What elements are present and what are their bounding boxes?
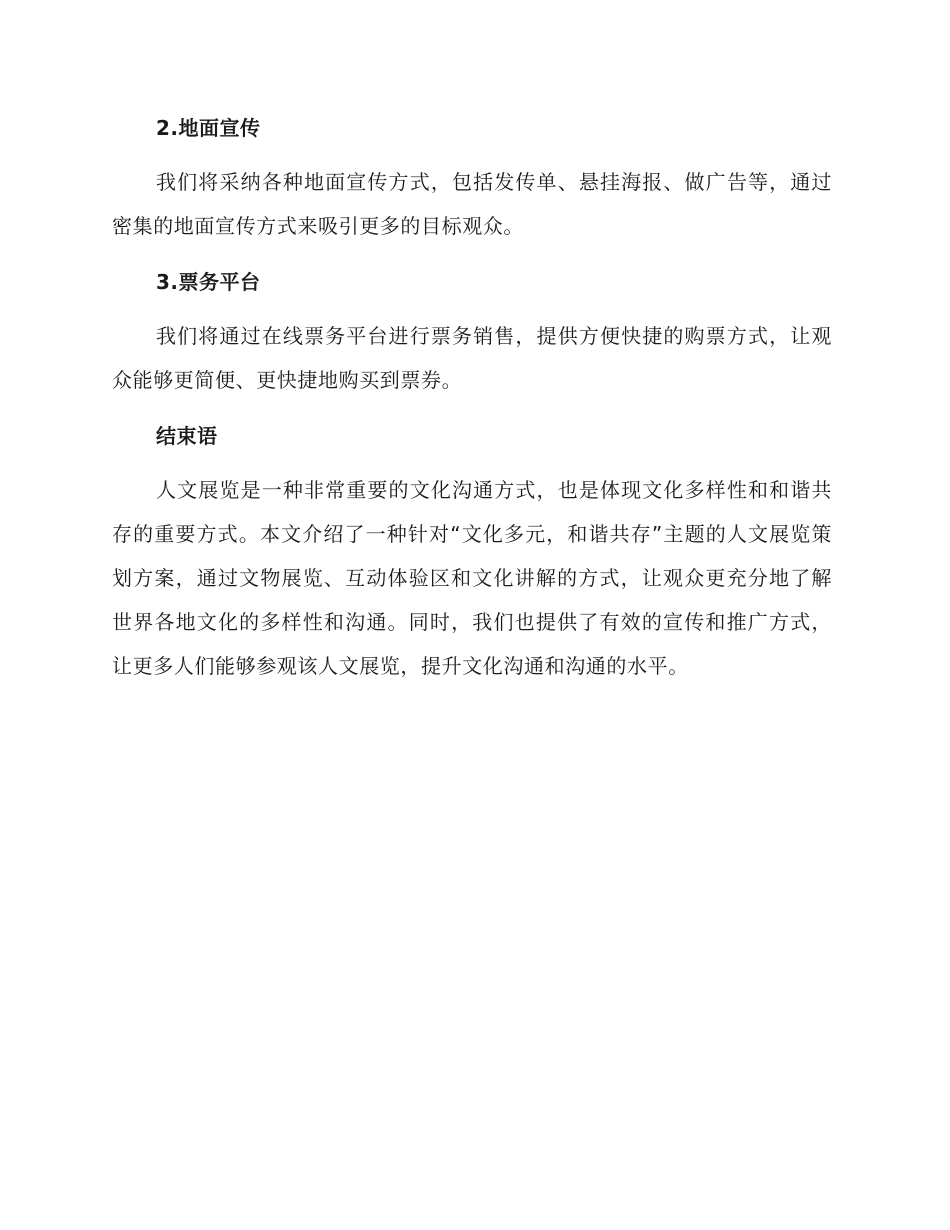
section-heading-conclusion: 结束语 — [156, 424, 218, 448]
section-paragraph-conclusion: 人文展览是一种非常重要的文化沟通方式，也是体现文化多样性和和谐共存的重要方式。本文介绍了一种针对“文化多元，和谐共存”主题的人文展览策划方案，通过文物展览、互动体验区和文化讲解的方式，让观众更充分地了解世界各地文化的多样性和沟通。同时，我们也提供了有效的宣传和推广方式，让更多人们能够参观该人文展览，提升文化沟通和沟通的水平。 — [112, 478, 832, 678]
section-heading-ground-promotion: 2.地面宣传 — [156, 116, 261, 140]
section-paragraph-ticketing-platform: 我们将通过在线票务平台进行票务销售，提供方便快捷的购票方式，让观众能够更简便、更快捷地购买到票券。 — [112, 324, 832, 392]
section-paragraph-ground-promotion: 我们将采纳各种地面宣传方式，包括发传单、悬挂海报、做广告等，通过密集的地面宣传方式来吸引更多的目标观众。 — [112, 170, 832, 238]
section-heading-ticketing-platform: 3.票务平台 — [156, 270, 261, 294]
document-body — [112, 110, 832, 688]
